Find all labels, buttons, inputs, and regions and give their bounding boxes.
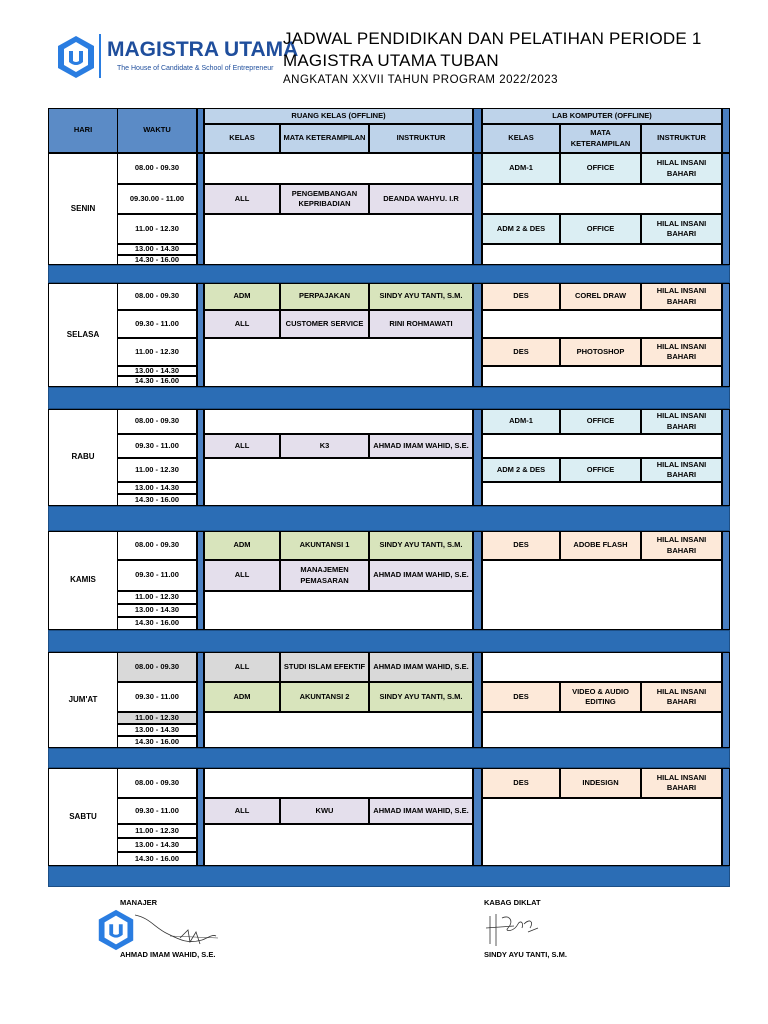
time-slot: 09.30 - 11.00 [117, 310, 197, 338]
empty-cell [482, 560, 722, 630]
lab-instruktur: HILAL INSANI BAHARI [641, 153, 722, 184]
logo-icon [55, 34, 97, 80]
column-separator [722, 768, 730, 866]
class-mata: KWU [280, 798, 369, 824]
lab-instruktur: HILAL INSANI BAHARI [641, 338, 722, 366]
signature-left-icon [130, 910, 220, 950]
time-slot: 13.00 - 14.30 [117, 838, 197, 852]
class-instruktur: DEANDA WAHYU. I.R [369, 184, 473, 214]
time-slot: 11.00 - 12.30 [117, 591, 197, 604]
lab-kelas: ADM 2 & DES [482, 458, 560, 482]
column-separator [197, 283, 204, 387]
lab-mata: OFFICE [560, 153, 641, 184]
time-slot: 13.00 - 14.30 [117, 366, 197, 376]
time-slot: 13.00 - 14.30 [117, 724, 197, 736]
header-lab-mata: MATA KETERAMPILAN [560, 124, 641, 153]
column-separator [197, 409, 204, 506]
time-slot: 11.00 - 12.30 [117, 458, 197, 482]
column-separator [197, 652, 204, 748]
column-separator [722, 283, 730, 387]
time-slot: 09.30.00 - 11.00 [117, 184, 197, 214]
signature-left-name: AHMAD IMAM WAHID, S.E. [120, 950, 216, 959]
logo [55, 34, 299, 82]
column-separator [473, 652, 482, 748]
lab-mata: INDESIGN [560, 768, 641, 798]
lab-mata: ADOBE FLASH [560, 531, 641, 560]
lab-instruktur: HILAL INSANI BAHARI [641, 682, 722, 712]
empty-cell [204, 153, 473, 184]
header-ruang-kelas: RUANG KELAS (OFFLINE) [204, 108, 473, 124]
empty-cell [482, 366, 722, 387]
day-divider [48, 265, 730, 283]
column-separator [722, 108, 730, 153]
empty-cell [482, 652, 722, 682]
lab-mata: OFFICE [560, 214, 641, 244]
page-title: JADWAL PENDIDIKAN DAN PELATIHAN PERIODE 1 [283, 29, 702, 48]
lab-kelas: DES [482, 283, 560, 310]
header-waktu: WAKTU [117, 108, 197, 153]
time-slot: 08.00 - 09.30 [117, 531, 197, 560]
page-title-line2: MAGISTRA UTAMA TUBAN [283, 51, 499, 70]
header-lab-kelas: KELAS [482, 124, 560, 153]
column-separator [473, 283, 482, 387]
time-slot: 08.00 - 09.30 [117, 652, 197, 682]
day-selasa: SELASA [48, 283, 118, 387]
column-separator [473, 531, 482, 630]
time-slot: 14.30 - 16.00 [117, 852, 197, 866]
class-instruktur: AHMAD IMAM WAHID, S.E. [369, 798, 473, 824]
lab-kelas: DES [482, 768, 560, 798]
class-mata: AKUNTANSI 1 [280, 531, 369, 560]
column-separator [473, 409, 482, 506]
column-separator [722, 652, 730, 748]
class-mata: MANAJEMEN PEMASARAN [280, 560, 369, 591]
empty-cell [482, 434, 722, 458]
column-separator [722, 409, 730, 506]
class-instruktur: SINDY AYU TANTI, S.M. [369, 531, 473, 560]
day-sabtu: SABTU [48, 768, 118, 866]
lab-instruktur: HILAL INSANI BAHARI [641, 214, 722, 244]
class-mata: CUSTOMER SERVICE [280, 310, 369, 338]
class-mata: PERPAJAKAN [280, 283, 369, 310]
empty-cell [482, 798, 722, 866]
empty-cell [482, 482, 722, 506]
signature-right-role: KABAG DIKLAT [484, 898, 541, 907]
day-jumat: JUM'AT [48, 652, 118, 748]
column-separator [722, 153, 730, 265]
lab-instruktur: HILAL INSANI BAHARI [641, 531, 722, 560]
lab-mata: OFFICE [560, 458, 641, 482]
lab-kelas: ADM-1 [482, 409, 560, 434]
header-lab-instruktur: INSTRUKTUR [641, 124, 722, 153]
header-ruang-kelas-mata: MATA KETERAMPILAN [280, 124, 369, 153]
class-kelas: ADM [204, 531, 280, 560]
empty-cell [204, 458, 473, 506]
empty-cell [204, 214, 473, 265]
lab-kelas: DES [482, 531, 560, 560]
time-slot: 11.00 - 12.30 [117, 214, 197, 244]
day-senin: SENIN [48, 153, 118, 265]
time-slot: 11.00 - 12.30 [117, 712, 197, 724]
logo-tagline: The House of Candidate & School of Entrepreneur [117, 65, 274, 72]
lab-instruktur: HILAL INSANI BAHARI [641, 283, 722, 310]
empty-cell [482, 310, 722, 338]
time-slot: 08.00 - 09.30 [117, 768, 197, 798]
class-instruktur: AHMAD IMAM WAHID, S.E. [369, 652, 473, 682]
column-separator [197, 153, 204, 265]
class-kelas: ADM [204, 682, 280, 712]
header-ruang-kelas-kelas: KELAS [204, 124, 280, 153]
empty-cell [482, 712, 722, 748]
lab-mata: VIDEO & AUDIO EDITING [560, 682, 641, 712]
class-kelas: ALL [204, 184, 280, 214]
time-slot: 11.00 - 12.30 [117, 338, 197, 366]
column-separator [722, 531, 730, 630]
time-slot: 14.30 - 16.00 [117, 255, 197, 265]
header-lab-komputer: LAB KOMPUTER (OFFLINE) [482, 108, 722, 124]
class-kelas: ALL [204, 434, 280, 458]
time-slot: 13.00 - 14.30 [117, 482, 197, 494]
class-kelas: ALL [204, 652, 280, 682]
class-instruktur: SINDY AYU TANTI, S.M. [369, 682, 473, 712]
time-slot: 09.30 - 11.00 [117, 682, 197, 712]
day-divider [48, 387, 730, 409]
lab-instruktur: HILAL INSANI BAHARI [641, 409, 722, 434]
empty-cell [204, 824, 473, 866]
class-kelas: ALL [204, 560, 280, 591]
column-separator [197, 768, 204, 866]
time-slot: 14.30 - 16.00 [117, 617, 197, 630]
time-slot: 13.00 - 14.30 [117, 604, 197, 617]
class-mata: AKUNTANSI 2 [280, 682, 369, 712]
signature-right-name: SINDY AYU TANTI, S.M. [484, 950, 567, 959]
class-kelas: ALL [204, 310, 280, 338]
column-separator [197, 108, 204, 153]
empty-cell [204, 591, 473, 630]
column-separator [473, 108, 482, 153]
time-slot: 14.30 - 16.00 [117, 494, 197, 506]
lab-kelas: ADM-1 [482, 153, 560, 184]
class-instruktur: SINDY AYU TANTI, S.M. [369, 283, 473, 310]
day-divider [48, 630, 730, 652]
class-mata: STUDI ISLAM EFEKTIF [280, 652, 369, 682]
lab-kelas: DES [482, 682, 560, 712]
empty-cell [482, 244, 722, 265]
day-divider [48, 866, 730, 887]
time-slot: 09.30 - 11.00 [117, 434, 197, 458]
empty-cell [204, 409, 473, 434]
logo-text: MAGISTRA UTAMA [107, 38, 299, 61]
day-divider [48, 506, 730, 531]
class-instruktur: AHMAD IMAM WAHID, S.E. [369, 434, 473, 458]
lab-instruktur: HILAL INSANI BAHARI [641, 768, 722, 798]
time-slot: 13.00 - 14.30 [117, 244, 197, 255]
page-subtitle: ANGKATAN XXVII TAHUN PROGRAM 2022/2023 [283, 74, 559, 86]
empty-cell [482, 184, 722, 214]
lab-mata: COREL DRAW [560, 283, 641, 310]
header-ruang-kelas-instruktur: INSTRUKTUR [369, 124, 473, 153]
empty-cell [204, 338, 473, 387]
day-kamis: KAMIS [48, 531, 118, 630]
day-rabu: RABU [48, 409, 118, 506]
signature-right-icon [484, 908, 544, 950]
signature-left-role: MANAJER [120, 898, 158, 907]
lab-instruktur: HILAL INSANI BAHARI [641, 458, 722, 482]
time-slot: 09.30 - 11.00 [117, 798, 197, 824]
class-kelas: ADM [204, 283, 280, 310]
column-separator [473, 768, 482, 866]
class-instruktur: RINI ROHMAWATI [369, 310, 473, 338]
time-slot: 08.00 - 09.30 [117, 283, 197, 310]
lab-mata: PHOTOSHOP [560, 338, 641, 366]
time-slot: 08.00 - 09.30 [117, 153, 197, 184]
class-mata: PENGEMBANGAN KEPRIBADIAN [280, 184, 369, 214]
class-instruktur: AHMAD IMAM WAHID, S.E. [369, 560, 473, 591]
time-slot: 08.00 - 09.30 [117, 409, 197, 434]
time-slot: 11.00 - 12.30 [117, 824, 197, 838]
column-separator [473, 153, 482, 265]
time-slot: 09.30 - 11.00 [117, 560, 197, 591]
column-separator [197, 531, 204, 630]
lab-kelas: DES [482, 338, 560, 366]
day-divider [48, 748, 730, 768]
lab-kelas: ADM 2 & DES [482, 214, 560, 244]
empty-cell [204, 768, 473, 798]
lab-mata: OFFICE [560, 409, 641, 434]
time-slot: 14.30 - 16.00 [117, 376, 197, 387]
header-hari: HARI [48, 108, 118, 153]
empty-cell [204, 712, 473, 748]
class-mata: K3 [280, 434, 369, 458]
time-slot: 14.30 - 16.00 [117, 736, 197, 748]
class-kelas: ALL [204, 798, 280, 824]
